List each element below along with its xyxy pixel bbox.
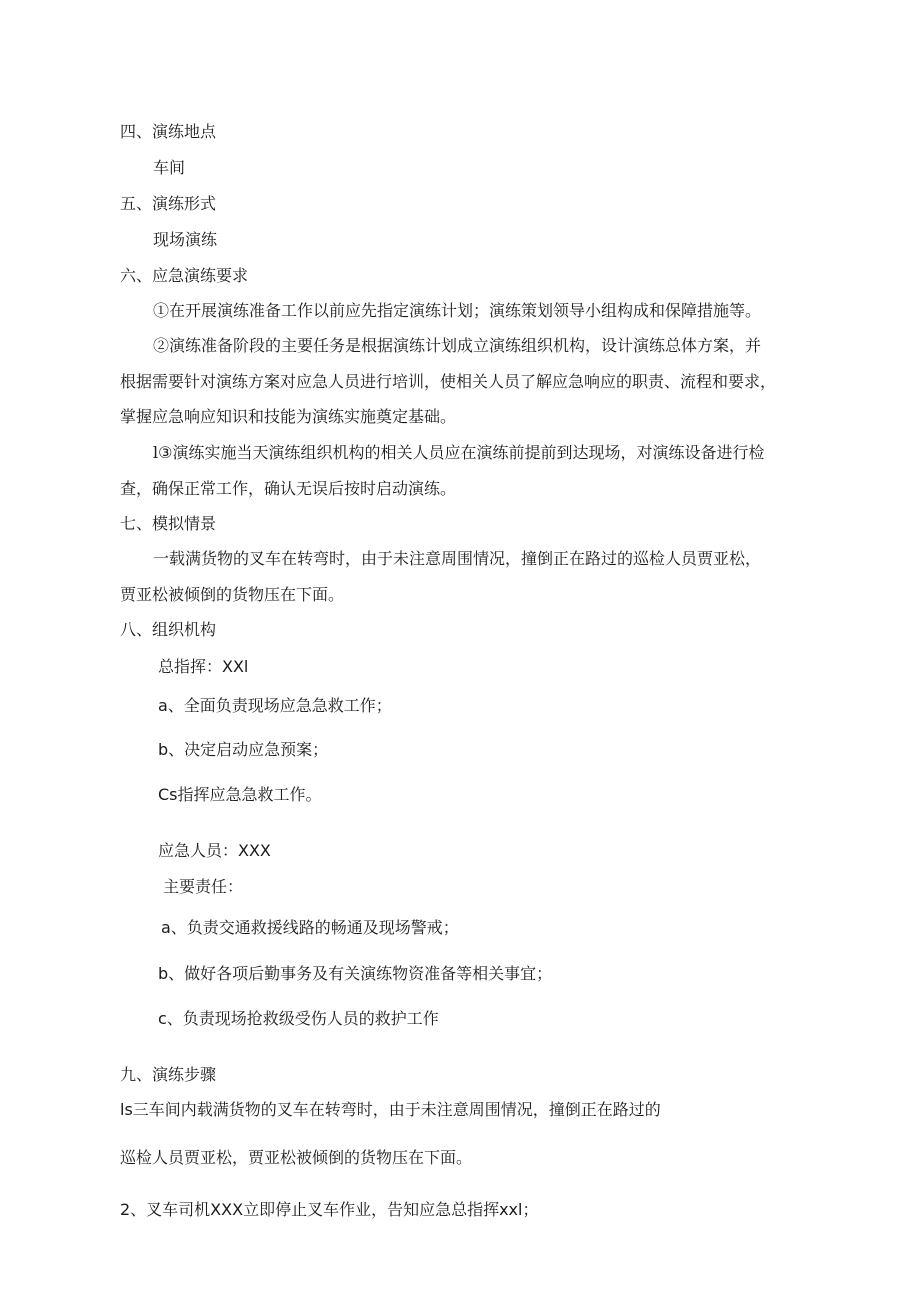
responder-duty-a: a、负责交通救援线路的畅通及现场警戒； bbox=[161, 918, 459, 937]
step-1-line-1: ls三车间内载满货物的叉车在转弯时，由于未注意周围情况，撞倒正在路过的 bbox=[120, 1100, 661, 1119]
commander-duty-a: a、全面负责现场应急急救工作； bbox=[158, 696, 392, 715]
section-content-location: 车间 bbox=[153, 158, 186, 177]
section-heading-organization: 八、组织机构 bbox=[120, 620, 217, 639]
section-heading-steps: 九、演练步骤 bbox=[120, 1065, 217, 1084]
section-heading-location: 四、演练地点 bbox=[120, 122, 217, 141]
requirement-item-2-line-2: 根据需要针对演练方案对应急人员进行培训，使相关人员了解应急响应的职责、流程和要求， bbox=[120, 372, 777, 391]
section-heading-form: 五、演练形式 bbox=[120, 194, 217, 213]
responder-duty-c: c、负责现场抢救级受伤人员的救护工作 bbox=[158, 1009, 439, 1028]
commander-duty-c: Cs指挥应急急救工作。 bbox=[158, 785, 322, 804]
section-heading-requirements: 六、应急演练要求 bbox=[120, 266, 249, 285]
commander-duty-b: b、决定启动应急预案； bbox=[158, 740, 329, 759]
section-heading-scenario: 七、模拟情景 bbox=[120, 514, 217, 533]
responder-line: 应急人员：XXX bbox=[158, 841, 271, 860]
requirement-item-3-line-2: 查，确保正常工作，确认无误后按时启动演练。 bbox=[120, 479, 457, 498]
responder-duties-label: 主要责任： bbox=[163, 877, 244, 896]
responder-duty-b: b、做好各项后勤事务及有关演练物资准备等相关事宜； bbox=[158, 964, 553, 983]
step-1-line-2: 巡检人员贾亚松，贾亚松被倾倒的货物压在下面。 bbox=[120, 1148, 473, 1167]
requirement-item-2-line-1: ②演练准备阶段的主要任务是根据演练计划成立演练组织机构，设计演练总体方案，并 bbox=[153, 336, 762, 355]
requirement-item-2-line-3: 掌握应急响应知识和技能为演练实施奠定基础。 bbox=[120, 407, 457, 426]
step-2: 2、叉车司机XXX立即停止叉车作业，告知应急总指挥xxl； bbox=[120, 1200, 539, 1219]
section-content-form: 现场演练 bbox=[153, 230, 218, 249]
scenario-line-1: 一载满货物的叉车在转弯时，由于未注意周围情况，撞倒正在路过的巡检人员贾亚松， bbox=[153, 549, 762, 568]
scenario-line-2: 贾亚松被倾倒的货物压在下面。 bbox=[120, 585, 345, 604]
requirement-item-3-line-1: l③演练实施当天演练组织机构的相关人员应在演练前提前到达现场，对演练设备进行检 bbox=[153, 443, 765, 462]
requirement-item-1: ①在开展演练准备工作以前应先指定演练计划；演练策划领导小组构成和保障措施等。 bbox=[153, 301, 762, 320]
commander-line: 总指挥：XXl bbox=[158, 657, 249, 676]
